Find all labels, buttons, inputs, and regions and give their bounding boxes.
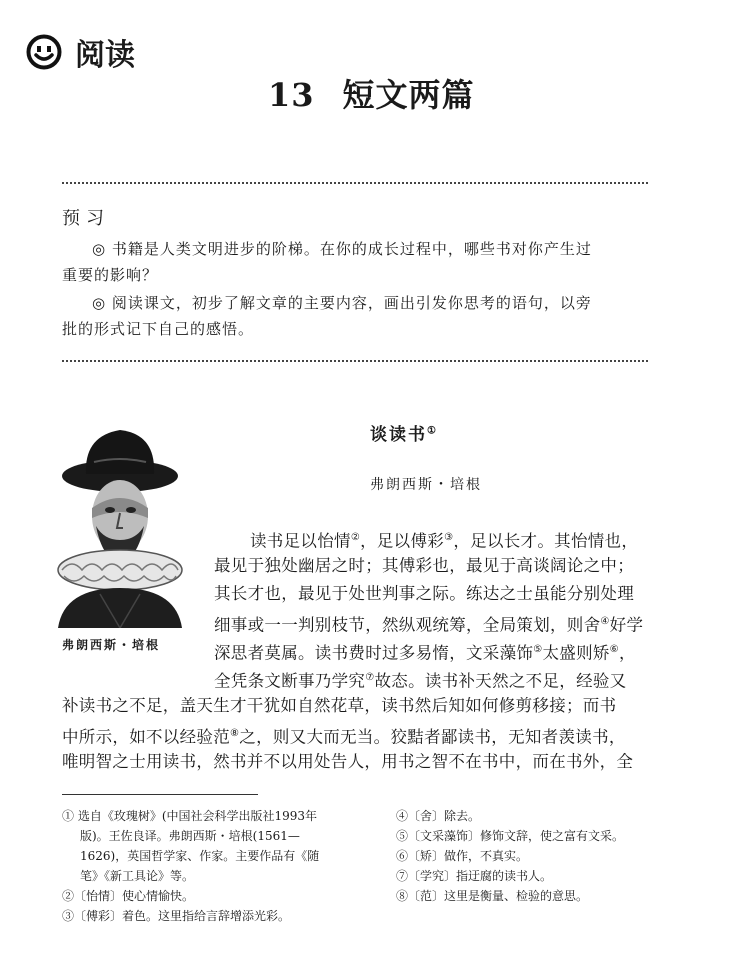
- lesson-number: 13: [268, 76, 315, 114]
- preview-q2-line1: ◎ 阅读课文，初步了解文章的主要内容，画出引发你思考的语句，以旁: [92, 294, 592, 312]
- essay-line: 补读书之不足，盖天生才干犹如自然花草，读书然后知如何修剪移接；而书: [62, 696, 617, 715]
- essay-line: 中所示，如不以经验范⑧之，则又大而无当。狡黠者鄙读书，无知者羡读书，: [62, 727, 626, 747]
- essay-line: 读书足以怡情②，足以傅彩③，足以长才。其怡情也，: [250, 531, 639, 551]
- essay-line: 最见于独处幽居之时；其傅彩也，最见于高谈阔论之中；: [214, 556, 634, 575]
- footnote-line: ②〔怡情〕使心情愉快。: [62, 889, 195, 903]
- footnote-line: ③〔傅彩〕着色。这里指给言辞增添光彩。: [62, 909, 291, 923]
- preview-question-1: [62, 236, 648, 288]
- footnote-line: ⑧〔范〕这里是衡量、检验的意思。: [396, 889, 589, 903]
- preview-q1-line1: ◎ 书籍是人类文明进步的阶梯。在你的成长过程中，哪些书对你产生过: [92, 240, 592, 258]
- footnote-line: ① 选自《玫瑰树》(中国社会科学出版社1993年: [62, 809, 318, 823]
- bacon-portrait-image: [40, 418, 200, 628]
- essay-title-note: ①: [427, 425, 438, 437]
- footnote-line: ⑥〔矫〕做作，不真实。: [396, 849, 529, 863]
- reading-smiley-icon: [26, 34, 62, 70]
- dotted-divider-bottom: [62, 360, 648, 362]
- footnote-line: 1626)，英国哲学家、作家。主要作品有《随: [80, 849, 320, 863]
- footnote-rule: [62, 794, 258, 795]
- footnote-line: ④〔舍〕除去。: [396, 809, 481, 823]
- footnote-line: 版)。王佐良译。弗朗西斯・培根(1561—: [80, 829, 300, 843]
- essay-line: 其长才也，最见于处世判事之际。练达之士虽能分别处理: [214, 584, 634, 603]
- essay-title-text: 谈读书: [370, 425, 427, 445]
- lesson-title: [268, 70, 475, 116]
- dotted-divider-top: [62, 182, 648, 184]
- essay-title: [370, 420, 438, 445]
- essay-author: 弗朗西斯・培根: [370, 477, 482, 493]
- lesson-title-text: 短文两篇: [342, 76, 475, 114]
- essay-line: 细事或一一判别枝节，然纵观统筹，全局策划，则舍④好学: [214, 615, 644, 635]
- essay-line: 唯明智之士用读书，然书并不以用处告人，用书之智不在书中，而在书外，全: [62, 752, 634, 771]
- portrait-caption: 弗朗西斯・培根: [62, 638, 161, 652]
- preview-q2-line2: 批的形式记下自己的感悟。: [62, 320, 255, 338]
- footnote-line: ⑤〔文采藻饰〕修饰文辞，使之富有文采。: [396, 829, 625, 843]
- preview-title: 预习: [62, 208, 110, 229]
- preview-q1-line2: 重要的影响？: [62, 266, 159, 284]
- footnote-line: 笔》《新工具论》等。: [80, 869, 195, 883]
- essay-line: 深思者莫属。读书费时过多易惰，文采藻饰⑤太盛则矫⑥，: [214, 643, 636, 663]
- footnote-line: ⑦〔学究〕指迂腐的读书人。: [396, 869, 553, 883]
- section-label: 阅读: [75, 38, 135, 73]
- essay-line: 全凭条文断事乃学究⑦故态。读书补天然之不足，经验又: [214, 671, 627, 691]
- preview-question-2: [62, 290, 648, 342]
